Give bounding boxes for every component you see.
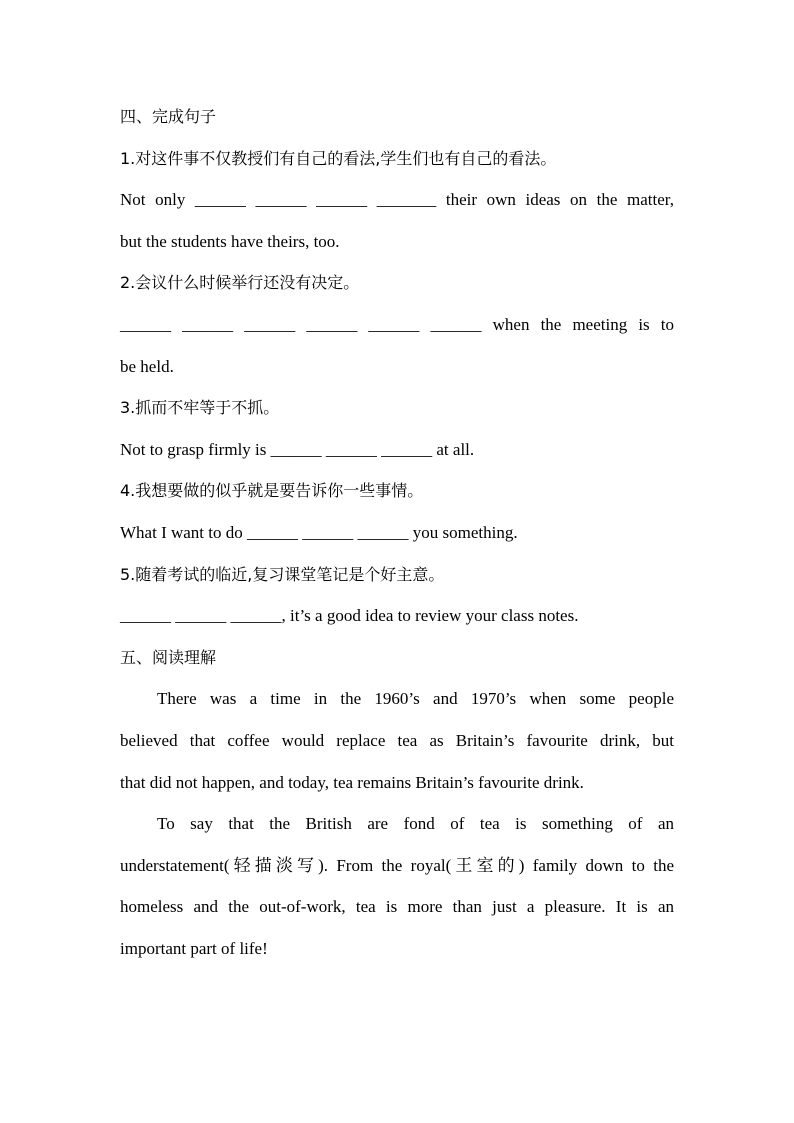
reading-paragraph-1-line-2: believed that coffee would replace tea as Britain’s favourite drink, but [120,730,674,750]
reading-paragraph-1-line-3: that did not happen, and today, tea remains Britain’s favourite drink. [120,772,584,792]
question-5-answer-line: ______ ______ ______, it’s a good idea to review your class notes. [120,606,579,626]
document-page [120,96,674,969]
question-5-prompt: 5.随着考试的临近,复习课堂笔记是个好主意。 [120,564,445,584]
section-heading-complete-sentences: 四、完成句子 [120,107,217,126]
section-heading-reading-comprehension: 五、阅读理解 [120,647,217,667]
reading-paragraph-2-line-1: To say that the British are fond of tea is something of an [157,814,674,834]
question-2-prompt: 2.会议什么时候举行还没有决定。 [120,273,360,293]
question-3-prompt: 3.抓而不牢等于不抓。 [120,398,280,418]
question-1-prompt: 1.对这件事不仅教授们有自己的看法,学生们也有自己的看法。 [120,148,557,168]
reading-paragraph-2-line-3: homeless and the out-of-work, tea is more than just a pleasure. It is an [120,897,674,917]
reading-paragraph-1-line-1: There was a time in the 1960’s and 1970’s when some people [157,689,674,709]
reading-paragraph-2-line-4: important part of life! [120,938,268,958]
question-4-prompt: 4.我想要做的似乎就是要告诉你一些事情。 [120,481,424,501]
question-2-answer-line-2: be held. [120,356,174,376]
question-3-answer-line: Not to grasp firmly is ______ ______ ______ at all. [120,439,475,459]
reading-paragraph-2-line-2: understatement(轻描淡写). From the royal(王室的) family down to the [120,855,674,875]
question-2-answer-line-1: ______ ______ ______ ______ ______ ______ when the meeting is to [120,314,674,334]
question-1-answer-line-2: but the students have theirs, too. [120,231,340,251]
question-1-answer-line-1: Not only ______ ______ ______ _______ their own ideas on the matter, [120,190,674,210]
question-4-answer-line: What I want to do ______ ______ ______ you something. [120,522,518,542]
